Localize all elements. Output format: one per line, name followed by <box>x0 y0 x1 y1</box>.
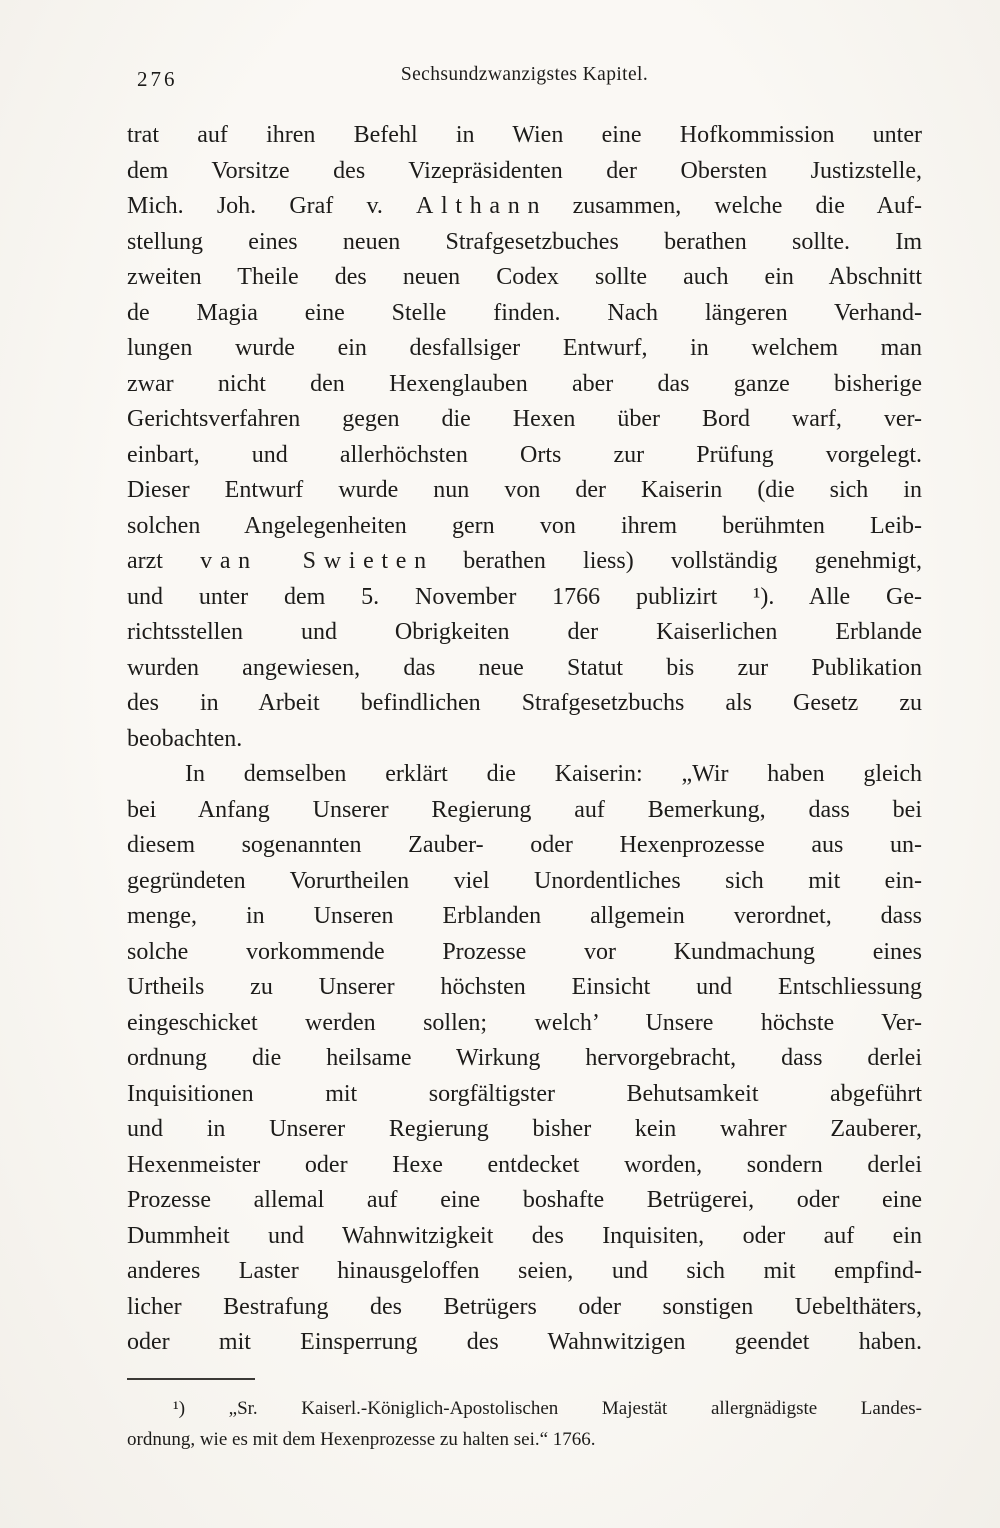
text-segment: trat auf ihren Befehl in Wien eine Hofkommission unter <box>127 122 922 148</box>
text-segment: berathen liess) vollständig genehmigt, <box>426 548 923 574</box>
text-line <box>127 1148 922 1184</box>
running-header <box>127 60 922 94</box>
text-segment: einbart, und allerhöchsten Orts zur Prüfung vorgelegt. <box>127 441 922 468</box>
text-line <box>127 438 922 474</box>
text-segment: wurden angewiesen, das neue Statut bis zur Publikation <box>127 654 922 681</box>
text-line <box>127 154 922 190</box>
text-line <box>127 793 922 829</box>
text-segment: de Magia eine Stelle finden. Nach längeren Verhand- <box>127 299 922 326</box>
text-line <box>127 1183 922 1219</box>
page-number: 276 <box>137 67 178 91</box>
text-line <box>127 935 922 971</box>
letterspaced-name: Althann <box>416 193 548 219</box>
text-line <box>127 402 922 438</box>
text-line <box>127 970 922 1006</box>
text-line <box>127 828 922 864</box>
text-segment: arzt <box>127 548 201 574</box>
text-line <box>127 1254 922 1290</box>
text-line <box>127 225 922 261</box>
text-segment: licher Bestrafung des Betrügers oder sonstigen Uebelthäters, <box>127 1293 922 1320</box>
text-line <box>127 367 922 403</box>
text-line <box>127 296 922 332</box>
text-line <box>127 118 922 154</box>
text-segment: richtsstellen und Obrigkeiten der Kaiserlichen Erblande <box>127 619 922 645</box>
text-segment: Gerichtsverfahren gegen die Hexen über Bord warf, ver- <box>127 406 922 432</box>
text-line <box>127 1219 922 1255</box>
text-segment: In demselben erklärt die Kaiserin: „Wir haben gleich <box>185 761 922 787</box>
text-segment: Inquisitionen mit sorgfältigster Behutsamkeit abgeführt <box>127 1080 922 1107</box>
text-line <box>127 580 922 616</box>
text-line <box>127 260 922 296</box>
text-line <box>127 686 922 722</box>
text-segment: ordnung, wie es mit dem Hexenprozesse zu halten sei.“ 1766. <box>127 1428 596 1450</box>
text-line <box>127 1077 922 1113</box>
text-line <box>127 1112 922 1148</box>
text-line <box>127 544 922 580</box>
text-segment: Prozesse allemal auf eine boshafte Betrügerei, oder eine <box>127 1187 922 1213</box>
text-segment: ordnung die heilsame Wirkung hervorgebracht, dass derlei <box>127 1045 922 1071</box>
text-segment: Urtheils zu Unserer höchsten Einsicht und Entschliessung <box>127 974 922 1000</box>
text-line <box>127 331 922 367</box>
text-line <box>127 722 922 758</box>
text-segment: Dummheit und Wahnwitzigkeit des Inquisiten, oder auf ein <box>127 1222 922 1249</box>
text-line <box>127 651 922 687</box>
text-segment: dem Vorsitze des Vizepräsidenten der Obersten Justizstelle, <box>127 157 922 184</box>
text-line <box>127 899 922 935</box>
text-line <box>127 1393 922 1424</box>
text-segment: stellung eines neuen Strafgesetzbuches berathen sollte. Im <box>127 228 922 255</box>
text-segment: gegründeten Vorurtheilen viel Unordentliches sich mit ein- <box>127 867 922 894</box>
text-segment: ¹) „Sr. Kaiserl.-Königlich-Apostolischen Majestät allergnädigste Landes- <box>173 1397 922 1419</box>
text-line <box>127 615 922 651</box>
text-line <box>127 1041 922 1077</box>
text-line <box>127 1424 922 1455</box>
text-line <box>127 864 922 900</box>
text-line <box>127 1006 922 1042</box>
text-segment: beobachten. <box>127 725 243 752</box>
text-segment: solche vorkommende Prozesse vor Kundmachung eines <box>127 938 922 965</box>
text-segment: Mich. Joh. Graf v. <box>127 193 417 219</box>
text-segment: oder mit Einsperrung des Wahnwitzigen geendet haben. <box>127 1329 922 1355</box>
text-segment: menge, in Unseren Erblanden allgemein verordnet, dass <box>127 903 922 929</box>
text-segment: solchen Angelegenheiten gern von ihrem berühmten Leib- <box>127 512 922 539</box>
footnote-rule <box>127 1378 255 1380</box>
text-line <box>127 1325 922 1361</box>
text-line <box>127 509 922 545</box>
chapter-title: Sechsundzwanzigstes Kapitel. <box>400 64 649 85</box>
text-segment: und in Unserer Regierung bisher kein wahrer Zauberer, <box>127 1116 922 1142</box>
text-segment: bei Anfang Unserer Regierung auf Bemerkung, dass bei <box>127 796 922 823</box>
text-segment: zwar nicht den Hexenglauben aber das ganze bisherige <box>127 370 922 397</box>
footnote <box>127 1393 922 1455</box>
letterspaced-name: van Swieten <box>200 548 434 574</box>
text-segment: zweiten Theile des neuen Codex sollte auch ein Abschnitt <box>127 264 922 290</box>
text-segment: eingeschicket werden sollen; welch’ Unsere höchste Ver- <box>127 1009 922 1036</box>
text-line <box>127 189 922 225</box>
text-line <box>127 1290 922 1326</box>
text-line <box>127 757 922 793</box>
text-segment: lungen wurde ein desfallsiger Entwurf, in welchem man <box>127 335 922 361</box>
text-segment: des in Arbeit befindlichen Strafgesetzbuchs als Gesetz zu <box>127 690 922 716</box>
text-line <box>127 473 922 509</box>
body-text <box>127 118 922 1361</box>
text-segment: Dieser Entwurf wurde nun von der Kaiserin (die sich in <box>127 477 922 503</box>
text-segment: und unter dem 5. November 1766 publizirt ¹). Alle Ge- <box>127 583 922 610</box>
text-segment: Hexenmeister oder Hexe entdecket worden, sondern derlei <box>127 1151 922 1178</box>
text-segment: zusammen, welche die Auf- <box>539 193 922 219</box>
text-segment: anderes Laster hinausgeloffen seien, und sich mit empfind- <box>127 1258 922 1284</box>
text-segment: diesem sogenannten Zauber- oder Hexenprozesse aus un- <box>127 832 922 858</box>
